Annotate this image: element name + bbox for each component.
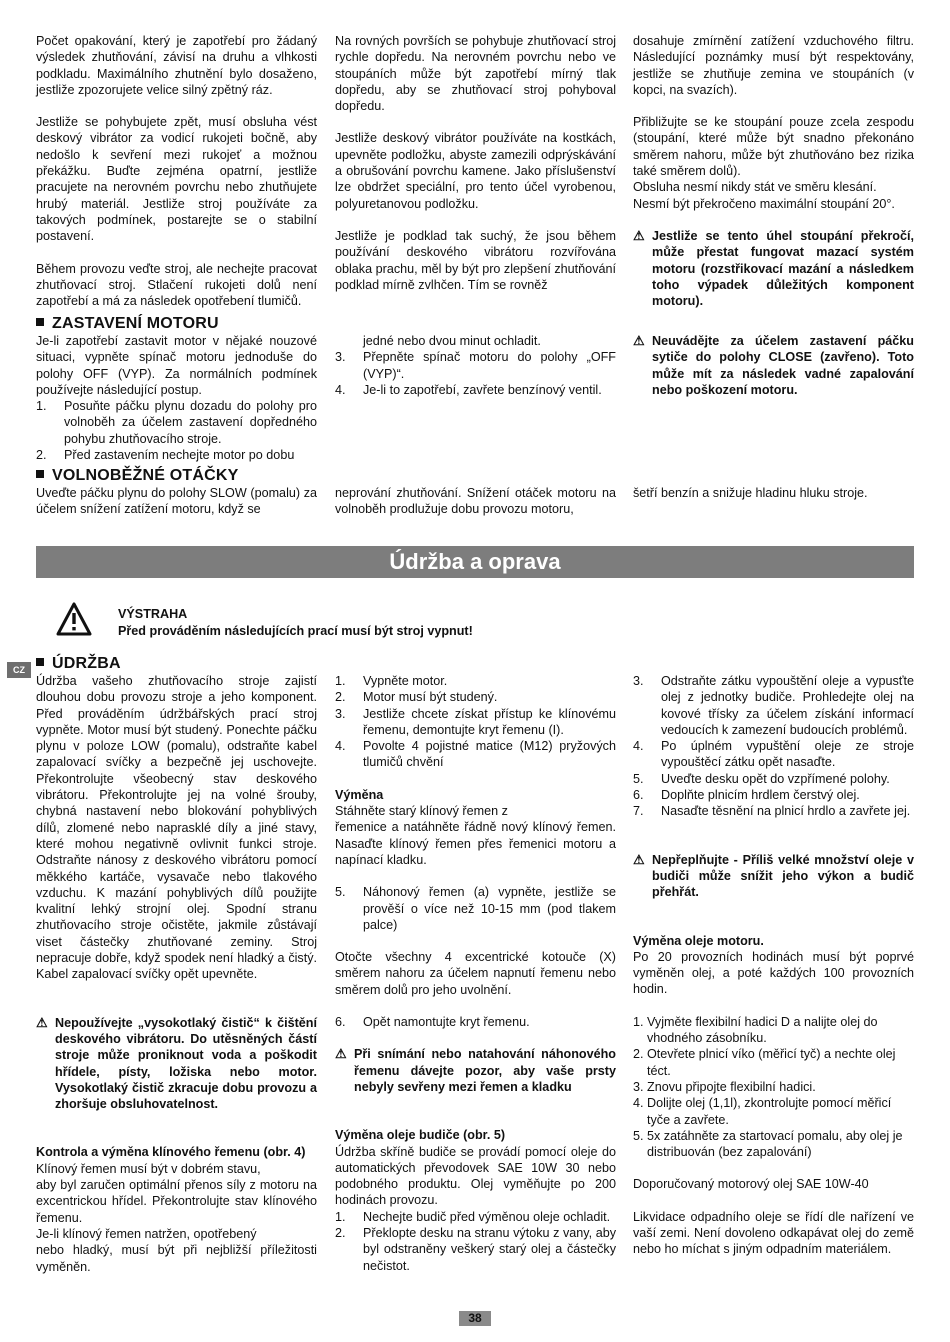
idle-section (36, 467, 317, 518)
text-line: Doporučovaný motorový olej SAE 10W-40 (633, 1177, 869, 1192)
paragraph: Otočte všechny 4 excentrické kotouče (X) směrem nahoru za účelem napnutí řemenu nebo směrem dolů pro jeho uvolnění. (335, 950, 616, 997)
top-column-1 (36, 33, 317, 309)
warning-icon: ⚠ (36, 1014, 48, 1030)
warning-icon: ⚠ (633, 851, 645, 867)
list-item: 3. Přepněte spínač motoru do polohy „OFF (VYP)“. (335, 350, 616, 381)
warning-title: VÝSTRAHA (118, 607, 188, 621)
text-line: Je-li klínový řemen natržen, opotřebený (36, 1226, 257, 1241)
stop-engine-continued (335, 333, 616, 398)
warning-icon: ⚠ (335, 1046, 347, 1062)
top-column-3 (633, 33, 914, 309)
list-item: 2. Před zastavením nechejte motor po dobu (36, 448, 295, 463)
paragraph: Na rovných površích se pohybuje zhutňovací stroj rychle dopředu. Na nerovném povrchu nebo ve stoupáních může být zapotřebí mírný tlak dopředu, aby se zhutňovací stroj pohyboval dopředu. (335, 34, 616, 114)
list-item: 1. Vypněte motor. (335, 674, 448, 688)
paragraph: Obsluha nesmí nikdy stát ve směru klesání. (633, 180, 877, 195)
paragraph: Uveďte páčku plynu do polohy SLOW (pomalu) za účelem snížení zatížení motoru, když se (36, 486, 317, 517)
warning-note: ⚠ Jestliže se tento úhel stoupání překročí, může přestat fungovat mazací systém motoru (rozstřikovací mazání a následkem toho výpadek důležitých komponent motoru). (633, 227, 914, 309)
paragraph: dosahuje zmírnění zatížení vzduchového filtru. Následující poznámky musí být respektovány, jestliže se zhutňuje zemina ve stoupáních (v kopci, na svazích). (633, 34, 914, 97)
paragraph: Údržba vašeho zhutňovacího stroje zajistí dlouhou dobu provozu stroje a jeho komponent. Před prováděním údržbářských prací stroj vypněte. Motor musí být studený. Ponechte páčku plynu v poloze LOW (pomalu), odstraňte kabel zapalovací svíčky a bezpečně jej uschovejte. Překontrolujte všeobecný stav deskového vibrátoru. Překontrolujte jej na volné šrouby, chybná nastavení nebo blokování pohyblivých dílů, zlomené nebo naprasklé díly a jiné stavy, které mohou negativně ovlivnit funkci stroje. Odstraňte nánosy z deskového vibrátoru pomocí měkkého kartáče, vysavače nebo tlakového vzduchu. K mazání pohyblivých dílů použijte kvalitní lehký strojní olej. Spodní stranu zhutňovacího stroje očistěte, jakmile zůstávají viset částečky zhutňované zeminy. Stroj nepracuje dobře, když spodek není hladký a čistý. Kabel zapalovací svíčky opět upevněte. (36, 674, 317, 982)
section-heading: ZASTAVENÍ MOTORU (36, 315, 317, 333)
idle-continued (633, 485, 914, 501)
warning-box (56, 602, 556, 642)
stop-engine-section (36, 315, 317, 463)
paragraph: Jestliže deskový vibrátor používáte na kostkách, upevněte podložku, abyste zamezili odprýskávání a obrušování povrchu kamene. Jako příslušenství lze obdržet speciální, pro tento účel vyrobenou, polyuretanovou podložku. (335, 131, 616, 211)
paragraph: Počet opakování, který je zapotřebí pro žádaný výsledek zhutňování, závisí na druhu a vlhkosti podkladu. Maximálního zhutnění bylo dosaženo, jestliže zpozorujete velice silný zpětný ráz. (36, 34, 317, 97)
paragraph: Likvidace odpadního oleje se řídí dle nařízení ve vaší zemi. Není dovoleno odkapávat olej do země nebo ho míchat s jiným odpadním materiálem. (633, 1209, 914, 1257)
list-item: 3. Odstraňte zátku vypouštění oleje a vypusťte olej z jednotky budiče. Prohledejte olej na kovové třísky za účelem získání informací vedoucích k zamezení budoucích problémů. (633, 674, 914, 737)
list-item: 2. Otevřete plnicí víko (měřicí tyč) a nechte olej téct. (633, 1047, 896, 1078)
warning-note: ⚠ Neuvádějte za účelem zastavení páčku sytiče do polohy CLOSE (zavřeno). Toto může mít za následek vadné zapalování nebo poškození motoru. (633, 333, 914, 397)
paragraph: Jestliže se pohybujete zpět, musí obsluha vést deskový vibrátor za vodicí rukojeti bočně, aby nedošlo k sevření mezi rukojeť a možnou překážku. Buďte zejména opatrní, jestliže pracujete na nerovném povrchu nebo zhutňujete hrubý materiál. Jestliže stroj používáte za takových podmínek, postarejte se o stabilní postavení. (36, 115, 317, 244)
paragraph: aby byl zaručen optimální přenos síly z motoru na excentrickou hřídel. Překontrolujte stav klínového řemenu. (36, 1178, 317, 1225)
list-item: 5. Uveďte desku opět do vzpřímené polohy. (633, 771, 890, 786)
paragraph: šetří benzín a snižuje hladinu hluku stroje. (633, 486, 868, 500)
subheading: Kontrola a výměna klínového řemenu (obr. 4) (36, 1145, 306, 1160)
warning-note: ⚠ Nepřeplňujte - Příliš velké množství oleje v budiči může snížit jeho výkon a budič přehřát. (633, 851, 914, 900)
page-number: 38 (459, 1311, 491, 1326)
subheading: Výměna oleje motoru. (633, 933, 764, 948)
subheading: Výměna (335, 787, 384, 802)
idle-continued (335, 485, 616, 518)
warning-note: ⚠ Při snímání nebo natahování náhonového řemenu dávejte pozor, aby vaše prsty nebyly sevřeny mezi řemen a kladku (335, 1046, 616, 1094)
paragraph: Nesmí být překročeno maximální stoupání 20°. (633, 196, 895, 211)
paragraph: neprování zhutňování. Snížení otáček motoru na volnoběh prodlužuje dobu provozu motoru, (335, 486, 616, 517)
warning-text: Před prováděním následujících prací musí být stroj vypnut! (118, 624, 473, 638)
list-item: 1. Vyjměte flexibilní hadici D a nalijte olej do vhodného zásobníku. (633, 1014, 878, 1046)
paragraph: Během provozu veďte stroj, ale nechejte pracovat zhutňovací stroj. Stlačení rukojeti dolů není zapotřebí a má za následek opotřebení tlumičů. (36, 261, 317, 309)
list-item: 2. Motor musí být studený. (335, 690, 498, 705)
section-banner: Údržba a oprava (36, 546, 914, 578)
list-item: 4. Po úplném vypuštění oleje ze stroje vypouštěcí zátku opět nasaďte. (633, 739, 914, 770)
list-item: 3. Znovu připojte flexibilní hadici. (633, 1079, 816, 1094)
paragraph: Po 20 provozních hodinách musí být poprvé vyměněn olej, a poté každých 100 provozních hodin. (633, 949, 914, 997)
list-item: 5. Náhonový řemen (a) vypněte, jestliže se prověší o více než 10-15 mm (pod tlakem palce) (335, 885, 616, 932)
bullet-square-icon (36, 658, 44, 666)
stop-engine-warning (633, 333, 914, 398)
maintenance-column-1 (36, 655, 317, 1275)
text-line: Stáhněte starý klínový řemen z (335, 804, 508, 819)
bullet-square-icon (36, 470, 44, 478)
list-item: 1. Posuňte páčku plynu dozadu do polohy pro volnoběh za účelem zastavení dopředného pohybu zhutňovacího stroje. (36, 399, 317, 446)
paragraph: nebo hladký, musí být při nejbližší příležitosti vyměněn. (36, 1243, 317, 1274)
section-heading: ÚDRŽBA (36, 655, 317, 673)
list-item: 1. Nechejte budič před výměnou oleje ochladit. (335, 1209, 611, 1224)
paragraph: řemenice a natáhněte řádně nový klínový řemen. Nasaďte klínový řemen přes řemenici motoru a napínací kladku. (335, 820, 616, 867)
list-item: 6. Doplňte plnicím hrdlem čerstvý olej. (633, 788, 860, 803)
list-item: jedné nebo dvou minut ochladit. (363, 334, 541, 348)
maintenance-column-2 (335, 673, 616, 1274)
list-item: 2. Překlopte desku na stranu výtoku z vany, aby byl odstraněny veškerý starý olej a částečky nečistot. (335, 1226, 616, 1273)
warning-note: ⚠ Nepoužívejte „vysokotlaký čistič“ k čištění deskového vibrátoru. Do utěsněných částí stroje může proniknout voda a poškodit hřídele, písty, ložiska nebo motor. Vysokotlaký čistič zkracuje dobu provozu a zhoršuje obsluhovatelnost. (36, 1014, 317, 1112)
list-item: 4. Je-li to zapotřebí, zavřete benzínový ventil. (335, 382, 602, 397)
section-heading: VOLNOBĚŽNÉ OTÁČKY (36, 467, 317, 485)
paragraph: Je-li zapotřebí zastavit motor v nějaké nouzové situaci, vypněte spínač motoru jednoduše do polohy OFF (VYP). Za normálních podmínek používejte následující postup. (36, 334, 317, 397)
paragraph: Jestliže je podklad tak suchý, že jsou během používání deskového vibrátoru rozvířována oblaka prachu, měl by být pro zlepšení zhutňování podklad mírně zvlhčen. Tím se rovněž (335, 228, 616, 292)
paragraph: Údržba skříně budiče se provádí pomocí oleje do automatických převodovek SAE 10W 30 nebo podobného produktu. Olej vyměňujte po 200 hodinách provozu. (335, 1144, 616, 1208)
list-item: 6. Opět namontujte kryt řemenu. (335, 1015, 530, 1030)
top-column-2 (335, 33, 616, 293)
warning-icon: ⚠ (633, 333, 645, 348)
list-item: 4. Povolte 4 pojistné matice (M12) pryžových tlumičů chvění (335, 739, 616, 770)
language-tab: CZ (7, 662, 31, 678)
maintenance-column-3 (633, 673, 914, 1258)
paragraph: Přibližujte se ke stoupání pouze zcela zespodu (stoupání, které může být snadno překonáno směrem nahoru, může být zhutňováno bez rizika také směrem dolů). (633, 115, 914, 179)
list-item: 5. 5x zatáhněte za startovací pomalu, aby olej je distribuován (bez zapalování) (633, 1128, 903, 1160)
subheading: Výměna oleje budiče (obr. 5) (335, 1128, 506, 1143)
list-item: 4. Dolijte olej (1,1l), zkontrolujte pomocí měřicí tyče a zavřete. (633, 1096, 892, 1127)
warning-triangle-icon (56, 602, 92, 636)
list-item: 3. Jestliže chcete získat přístup ke klínovému řemenu, demontujte kryt řemenu (I). (335, 706, 616, 737)
bullet-square-icon (36, 318, 44, 326)
warning-icon: ⚠ (633, 227, 645, 243)
text-line: Klínový řemen musí být v dobrém stavu, (36, 1161, 261, 1176)
list-item: 7. Nasaďte těsnění na plnicí hrdlo a zavřete jej. (633, 804, 911, 819)
